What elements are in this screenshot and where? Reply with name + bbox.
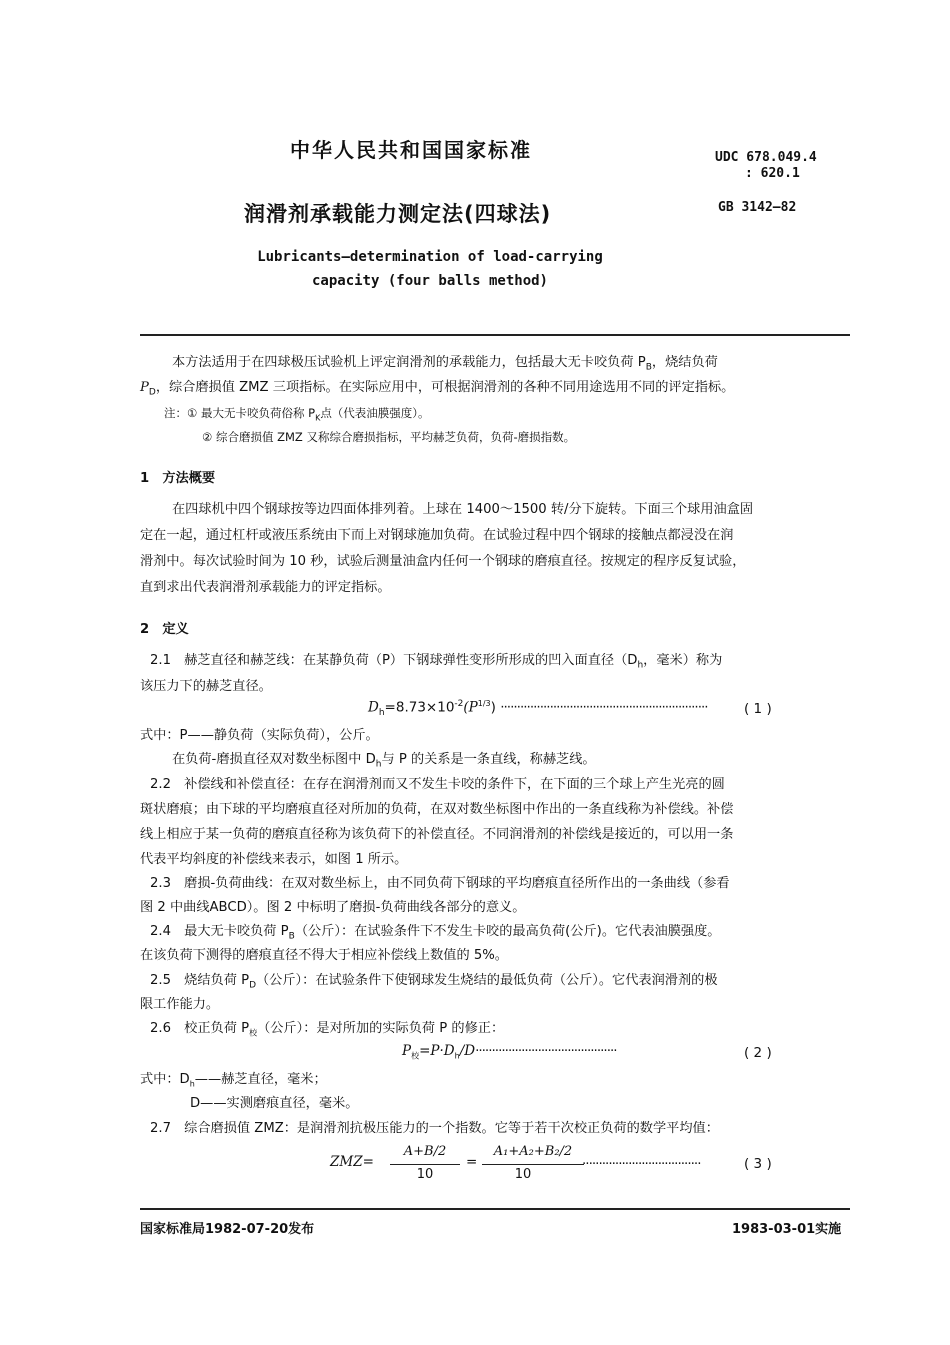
section1-line1: 在四球机中四个钢球按等边四面体排列着。上球在 1400～1500 转/分下旋转。下面三个球用油盒固 xyxy=(172,502,754,517)
s26-tail: （公斤）：是对所加的实际负荷 P 的修正： xyxy=(257,1021,505,1036)
formula-3-dots: ···································· xyxy=(582,1156,701,1172)
s24-line1 xyxy=(150,922,721,947)
s21-note-a: 在负荷-磨损直径双对数坐标图中 D xyxy=(172,752,376,767)
note1-tail: 点（代表油膜强度）。 xyxy=(320,406,430,420)
intro-text-b: ，烧结负荷 xyxy=(651,355,718,370)
s25-sub: D xyxy=(249,980,256,991)
formula-3-fracline1 xyxy=(390,1164,460,1165)
formula-3-num2: A₁+A₂+B₂/2 xyxy=(493,1144,573,1159)
formula-1-number: ( 1 ) xyxy=(744,701,772,717)
f2-sub2: h xyxy=(454,1051,460,1061)
intro-note1 xyxy=(164,403,430,428)
english-title-line2: capacity (four balls method) xyxy=(311,273,548,289)
intro-line1 xyxy=(172,353,718,378)
intro-text-a: 本方法适用于在四球极压试验机上评定润滑剂的承载能力，包括最大无卡咬负荷 P xyxy=(172,355,646,370)
intro-p: P xyxy=(140,380,149,395)
f1-dots: ······························································· xyxy=(500,699,708,716)
s22-line2: 斑状磨痕；由下球的平均磨痕直径对所加的负荷，在双对数坐标图中作出的一条直线称为补偿线。补偿 xyxy=(140,802,734,817)
footer-divider xyxy=(140,1208,850,1210)
formula-3-eq: = xyxy=(466,1154,478,1170)
note1-text: 注：① 最大无卡咬负荷俗称 P xyxy=(164,406,316,420)
udc-code xyxy=(715,150,817,182)
f1-d: D xyxy=(368,699,379,716)
formula-3-fracline2 xyxy=(482,1164,584,1165)
s26-sub: 校 xyxy=(249,1028,258,1038)
s25-line1 xyxy=(150,971,718,996)
section1-line3: 滑剂中。每次试验时间为 10 秒，试验后测量油盒内任何一个钢球的磨痕直径。按规定的程序反复试验， xyxy=(140,554,746,569)
s26-where1-a: 式中：D xyxy=(140,1072,190,1087)
f1-close: ) xyxy=(490,699,496,716)
s24-tail: （公斤）：在试验条件下不发生卡咬的最高负荷(公斤)。它代表油膜强度。 xyxy=(294,924,721,939)
s26-text: 2.6 校正负荷 P xyxy=(150,1021,250,1036)
s26-line1 xyxy=(150,1019,504,1044)
formula-3-den1: 10 xyxy=(416,1167,434,1182)
s25-tail: （公斤）：在试验条件下使钢球发生烧结的最低负荷（公斤）。它代表润滑剂的极 xyxy=(256,973,718,988)
formula-2 xyxy=(402,1043,617,1062)
udc-line1: UDC 678.049.4 xyxy=(715,150,817,165)
s22-line3: 线上相应于某一负荷的磨痕直径称为该负荷下的补偿直径。不同润滑剂的补偿线是接近的，可以用一条 xyxy=(140,827,734,842)
f1-sub: h xyxy=(378,708,385,719)
s21-text: 2.1 赫芝直径和赫芝线：在某静负荷（P）下钢球弹性变形所形成的凹入面直径（D xyxy=(150,653,638,668)
note1-sub: K xyxy=(315,413,321,423)
f1-pexp: 1/3 xyxy=(477,699,491,708)
intro-sub-b: B xyxy=(645,362,652,373)
formula-3-number: ( 3 ) xyxy=(744,1156,772,1172)
s24-sub: B xyxy=(288,931,295,942)
formula-3-num1: A+B/2 xyxy=(403,1144,447,1159)
f2-body: =P·D xyxy=(419,1043,455,1059)
intro-sub-d: D xyxy=(148,387,156,398)
f2-tail: /D xyxy=(459,1043,476,1059)
s21-note-sub: h xyxy=(375,759,382,770)
s23-line2: 图 2 中曲线ABCD）。图 2 中标明了磨损-负荷曲线各部分的意义。 xyxy=(140,900,526,915)
header-divider xyxy=(140,334,850,336)
section1-line2: 定在一起，通过杠杆或液压系统由下而上对钢球施加负荷。在试验过程中四个钢球的接触点都浸没在润 xyxy=(140,528,734,543)
s26-where1-tail: ——赫芝直径，毫米； xyxy=(194,1072,327,1087)
intro-note2: ② 综合磨损值 ZMZ 又称综合磨损指标，平均赫芝负荷，负荷-磨损指数。 xyxy=(202,430,576,444)
s26-where1-sub: h xyxy=(189,1079,195,1089)
s27-line1: 2.7 综合磨损值 ZMZ：是润滑剂抗极压能力的一个指数。它等于若干次校正负荷的数学平均值： xyxy=(150,1121,719,1136)
formula-3-lhs: ZMZ= xyxy=(330,1154,374,1170)
s22-line4: 代表平均斜度的补偿线来表示，如图 1 所示。 xyxy=(140,852,408,867)
f1-body: =8.73×10 xyxy=(384,699,455,716)
s26-where1 xyxy=(140,1070,327,1095)
s21-tail: ，毫米）称为 xyxy=(643,653,723,668)
s25-line2: 限工作能力。 xyxy=(140,997,220,1012)
formula-3-den2: 10 xyxy=(514,1167,532,1182)
f2-dots: ··········································· xyxy=(475,1043,617,1059)
s23-line1: 2.3 磨损-负荷曲线：在双对数坐标上，由不同负荷下钢球的平均磨痕直径所作出的一条曲线（参看 xyxy=(150,876,730,891)
s21-note-b: 与 P 的关系是一条直线，称赫芝线。 xyxy=(381,752,596,767)
section1-heading: 1 方法概要 xyxy=(140,471,216,486)
s24-text: 2.4 最大无卡咬负荷 P xyxy=(150,924,289,939)
s24-line2: 在该负荷下测得的磨痕直径不得大于相应补偿线上数值的 5%。 xyxy=(140,948,508,963)
s21-note xyxy=(172,750,596,775)
s21-line2: 该压力下的赫芝直径。 xyxy=(140,679,272,694)
s21-sub: h xyxy=(637,660,644,671)
issued-date: 国家标准局1982-07-20发布 xyxy=(140,1222,315,1237)
standard-org-title: 中华人民共和国国家标准 xyxy=(290,138,532,162)
gb-number: GB 3142—82 xyxy=(718,200,797,215)
s21-where: 式中：P——静负荷（实际负荷），公斤。 xyxy=(140,728,379,743)
english-title-line1: Lubricants—determination of load-carrying xyxy=(257,249,603,265)
effective-date: 1983-03-01实施 xyxy=(732,1222,842,1237)
formula-1 xyxy=(368,699,708,718)
intro-text-c: ，综合磨损值 ZMZ 三项指标。在实际应用中，可根据润滑剂的各种不同用途选用不同的评定指标。 xyxy=(155,380,735,395)
udc-line2: : 620.1 xyxy=(745,166,800,181)
document-title: 润滑剂承载能力测定法(四球法) xyxy=(244,202,552,226)
formula-2-number: ( 2 ) xyxy=(744,1045,772,1061)
f2-sub: 校 xyxy=(411,1051,420,1061)
s22-line1: 2.2 补偿线和补偿直径：在存在润滑剂而又不发生卡咬的条件下，在下面的三个球上产生光亮的圆 xyxy=(150,777,725,792)
section1-line4: 直到求出代表润滑剂承载能力的评定指标。 xyxy=(140,580,391,595)
f1-p: (P xyxy=(463,699,478,716)
section2-heading: 2 定义 xyxy=(140,622,189,637)
s26-where2: D——实测磨痕直径，毫米。 xyxy=(190,1096,359,1111)
s21-line1 xyxy=(150,651,722,676)
f1-exp: -2 xyxy=(454,699,464,709)
intro-line2 xyxy=(140,378,734,403)
s25-text: 2.5 烧结负荷 P xyxy=(150,973,250,988)
f2-p: P xyxy=(402,1043,412,1059)
